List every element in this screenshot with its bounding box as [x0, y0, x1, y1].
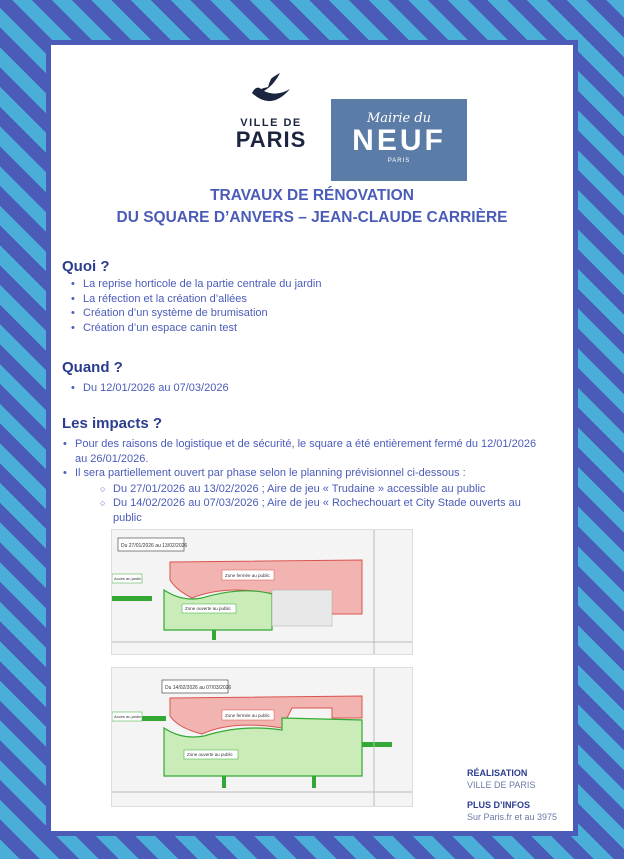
map-1-period: Du 27/01/2026 au 13/02/2026 [121, 543, 188, 549]
plus-infos-label: PLUS D’INFOS [467, 800, 531, 810]
impacts-heading: Les impacts ? [62, 415, 163, 432]
map-2-open-label: Zone ouverte au public [187, 752, 233, 757]
title-line-1: TRAVAUX DE RÉNOVATION [210, 187, 414, 204]
map-1-open-label: Zone ouverte au public [185, 606, 231, 611]
ship-icon [246, 67, 296, 111]
impacts-item-2-text: Il sera partiellement ouvert par phase selon le planning prévisionnel ci-dessous : [75, 467, 466, 479]
quoi-heading: Quoi ? [62, 258, 110, 275]
quand-heading: Quand ? [62, 359, 123, 376]
site-plan-phase-1 [111, 529, 413, 655]
neuf-paris-label: PARIS [387, 158, 411, 164]
list-item: ○ Du 14/02/2026 au 07/03/2026 ; Aire de jeu « Rochechouart et City Stade ouverts au public [75, 496, 551, 525]
list-item: • Création d’un espace canin test [51, 321, 551, 336]
map-2-access-label: Accès au jardin [114, 714, 142, 719]
quand-list [51, 381, 551, 396]
map-2-period: Du 14/02/2026 au 07/03/2026 [165, 685, 232, 691]
quoi-list [51, 277, 551, 335]
list-item: ○ Du 27/01/2026 au 13/02/2026 ; Aire de jeu « Trudaine » accessible au public [75, 482, 551, 497]
map-1-closed-label: Zone fermée au public [225, 573, 270, 578]
list-item [51, 466, 551, 525]
map-2-closed-label: Zone fermée au public [225, 713, 270, 718]
realisation-label: RÉALISATION [467, 768, 528, 778]
impacts-list [51, 437, 551, 525]
ville-de-paris-logo [223, 67, 319, 177]
list-item: • Du 12/01/2026 au 07/03/2026 [51, 381, 551, 396]
list-item: • La réfection et la création d’allées [51, 292, 551, 307]
mairie-du-neuf-logo [331, 99, 467, 181]
title-line-2: DU SQUARE D’ANVERS – JEAN-CLAUDE CARRIÈRE [116, 209, 508, 226]
list-item: • Création d’un système de brumisation [51, 306, 551, 321]
site-plan-phase-2 [111, 667, 413, 807]
credits [467, 767, 557, 823]
realisation-value: VILLE DE PARIS [467, 780, 536, 790]
ville-de-label: VILLE DE [240, 117, 302, 129]
plus-infos-value: Sur Paris.fr et au 3975 [467, 812, 558, 822]
paris-label: PARIS [235, 127, 307, 152]
poster [46, 40, 578, 836]
neuf-label: NEUF [352, 124, 446, 157]
phase-list [75, 482, 551, 526]
list-item: • Pour des raisons de logistique et de sécurité, le square a été entièrement fermé du 12/01/2026 au 26/01/2026. [51, 437, 551, 466]
list-item: • La reprise horticole de la partie centrale du jardin [51, 277, 551, 292]
map-1-access-label: Accès au jardin [114, 576, 142, 581]
mairie-du-label: Mairie du [366, 111, 432, 126]
logos [51, 67, 573, 177]
page-title [51, 185, 573, 229]
